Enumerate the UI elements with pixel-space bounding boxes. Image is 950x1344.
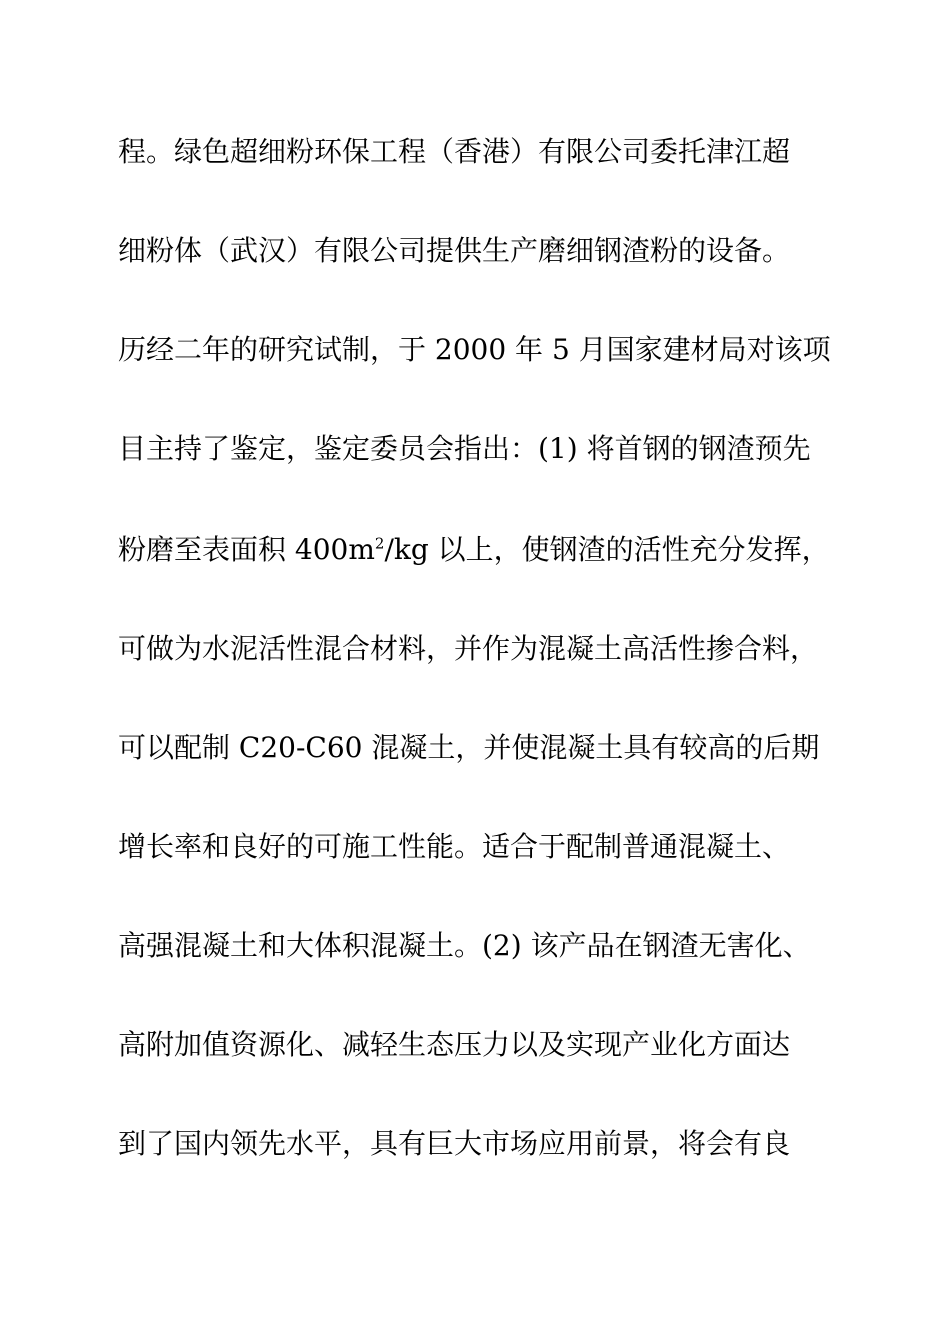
body-text-line: 历经二年的研究试制，于 2000 年 5 月国家建材局对该项 bbox=[118, 333, 831, 366]
text-segment: 粉磨至表面积 400m bbox=[118, 533, 375, 566]
body-text-line bbox=[118, 533, 830, 567]
body-text-line: 到了国内领先水平，具有巨大市场应用前景，将会有良 bbox=[118, 1127, 791, 1160]
text-segment: /kg 以上，使钢渣的活性充分发挥， bbox=[384, 533, 830, 566]
body-text-line: 高附加值资源化、减轻生态压力以及实现产业化方面达 bbox=[118, 1028, 791, 1061]
body-text-line: 高强混凝土和大体积混凝土。(2) 该产品在钢渣无害化、 bbox=[118, 929, 811, 962]
body-text-line: 可做为水泥活性混合材料，并作为混凝土高活性掺合料， bbox=[118, 632, 819, 665]
body-text-line: 可以配制 C20-C60 混凝土，并使混凝土具有较高的后期 bbox=[118, 731, 820, 764]
superscript: 2 bbox=[374, 534, 385, 553]
body-text-line: 细粉体（武汉）有限公司提供生产磨细钢渣粉的设备。 bbox=[118, 234, 791, 267]
body-text-line: 增长率和良好的可施工性能。适合于配制普通混凝土、 bbox=[118, 830, 791, 863]
body-text-line: 程。绿色超细粉环保工程（香港）有限公司委托津江超 bbox=[118, 135, 791, 168]
body-text-line: 目主持了鉴定，鉴定委员会指出：(1) 将首钢的钢渣预先 bbox=[118, 432, 811, 465]
